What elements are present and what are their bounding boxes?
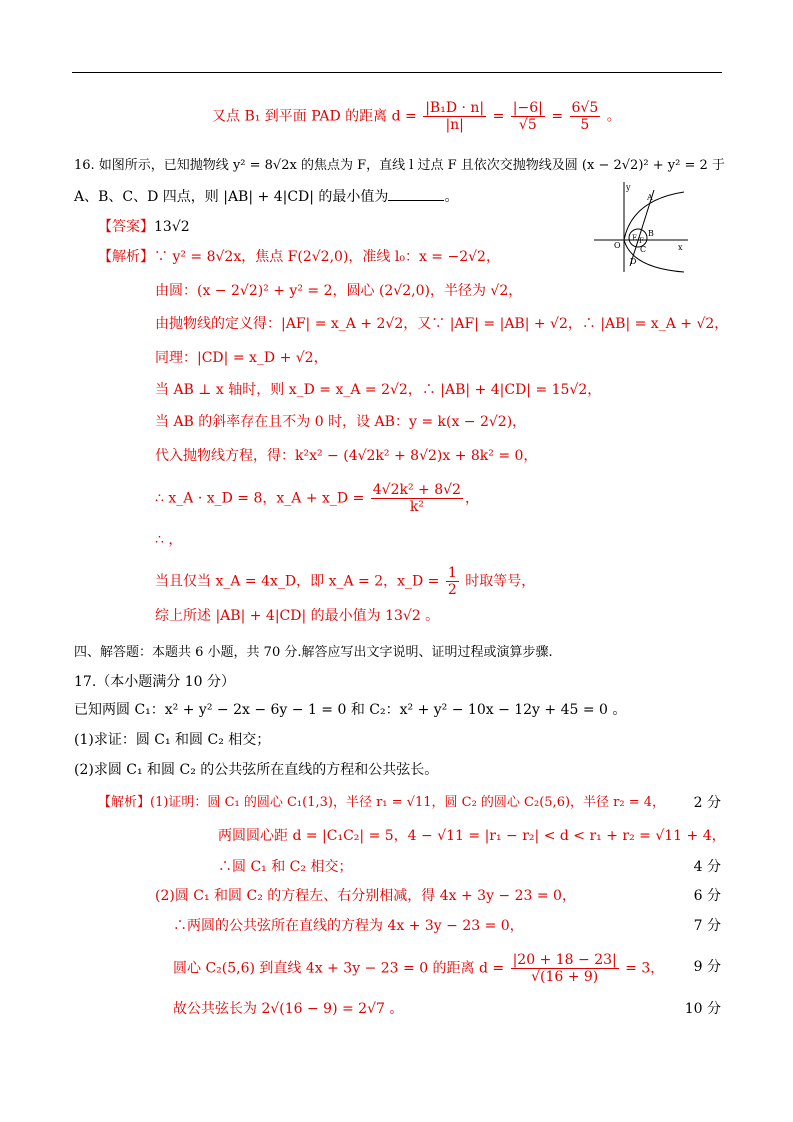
q17-solution-3: ∴圆 C₁ 和 C₂ 相交；	[218, 859, 353, 875]
solution-tag: 【解析】	[98, 249, 154, 265]
frac-sum: $\frac{\text{4√2k² + 8√2}}{\text{k²}}$	[372, 482, 461, 515]
q16-solution-11: 综上所述 |AB| + 4|CD| 的最小值为 13√2 。	[155, 608, 440, 624]
q16-solution-2: 由圆：(x − 2√2)² + y² = 2，圆心 (2√2,0)，半径为 √2，	[155, 283, 523, 299]
section-heading: 四、解答题：本题共 6 小题，共 70 分.解答应写出文字说明、证明过程或演算步骤.	[74, 645, 553, 660]
label-a: A	[647, 193, 653, 202]
label-b: B	[648, 229, 654, 238]
label-o: O	[614, 241, 621, 250]
score-5: 9 分	[693, 959, 721, 975]
score-3: 6 分	[693, 888, 721, 904]
frac-1: $\frac{\text{|B₁D · n|}}{|n|}$	[425, 100, 485, 133]
q16-line2: A、B、C、D 四点，则 |AB| + 4|CD| 的最小值为 。	[74, 186, 458, 207]
q17-solution-4: (2)圆 C₁ 和圆 C₂ 的方程左、右分别相减，得 4x + 3y − 23 = 0，	[155, 888, 576, 904]
score-4: 7 分	[693, 918, 721, 934]
frac-half: $\frac{1}{2}$	[447, 565, 457, 598]
solution-tag-17: 【解析】	[98, 795, 151, 810]
score-1: 2 分	[693, 795, 721, 811]
q17-solution-1: 【解析】(1)证明：圆 C₁ 的圆心 C₁(1,3)，半径 r₁ = √11，圆 C₂ 的圆心 C₂(5,6)，半径 r₂ = 4，	[98, 795, 666, 810]
q17-solution-6: 圆心 C₂(5,6) 到直线 4x + 3y − 23 = 0 的距离 d = $\frac{|20 + 18 - 23|}{√(16 + 9)}$ = 3，	[173, 952, 665, 985]
q17-part2: (2)求圆 C₁ 和圆 C₂ 的公共弦所在直线的方程和公共弦长。	[74, 762, 439, 778]
label-e: E	[632, 234, 638, 242]
q16-solution-1: 【解析】∵ y² = 8√2x，焦点 F(2√2,0)，准线 l₀：x = −2√2，	[98, 249, 500, 265]
parabola-circle-figure	[592, 178, 692, 274]
q16-line1: 16. 如图所示，已知抛物线 y² = 8√2x 的焦点为 F，直线 l 过点 F 且依次交抛物线及圆 (x − 2√2)² + y² = 2 于	[74, 158, 725, 173]
q16-answer	[98, 217, 190, 237]
q16-solution-6: 当 AB 的斜率存在且不为 0 时，设 AB：y = k(x − 2√2)，	[155, 414, 527, 430]
q17-title: 17.（本小题满分 10 分）	[74, 674, 235, 690]
prev-text: 又点 B₁ 到平面 PAD 的距离 d =	[212, 108, 422, 125]
q17-solution-2: 两圆圆心距 d = |C₁C₂| = 5，4 − √11 = |r₁ − r₂| < d < r₁ + r₂ = √11 + 4，	[218, 828, 726, 844]
label-d: D	[630, 257, 637, 266]
q16-solution-3: 由抛物线的定义得：|AF| = x_A + 2√2，又∵ |AF| = |AB| + √2，∴ |AB| = x_A + √2，	[155, 316, 729, 332]
q16-solution-7: 代入抛物线方程，得：k²x² − (4√2k² + 8√2)x + 8k² = 0，	[155, 448, 538, 464]
q17-solution-5: ∴两圆的公共弦所在直线的方程为 4x + 3y − 23 = 0，	[173, 918, 524, 934]
score-2: 4 分	[693, 859, 721, 875]
q17-solution-7: 故公共弦长为 2√(16 − 9) = 2√7 。	[173, 1001, 404, 1017]
q16-solution-5: 当 AB ⊥ x 轴时，则 x_D = x_A = 2√2，∴ |AB| + 4|CD| = 15√2，	[155, 382, 602, 398]
q17-part1: (1)求证：圆 C₁ 和圆 C₂ 相交；	[74, 732, 271, 748]
label-f: F	[639, 237, 644, 245]
frac-distance: $\frac{|20 + 18 - 23|}{√(16 + 9)}$	[512, 952, 617, 985]
q16-solution-9: ∴ ，	[155, 532, 183, 548]
q16-solution-4: 同理：|CD| = x_D + √2，	[155, 350, 328, 366]
q16-solution-10: 当且仅当 x_A = 4x_D，即 x_A = 2，x_D = $\frac{1}{2}$ 时取等号，	[155, 565, 536, 598]
q17-statement: 已知两圆 C₁：x² + y² − 2x − 6y − 1 = 0 和 C₂：x² + y² − 10x − 12y + 45 = 0 。	[74, 702, 627, 718]
prev-distance-line: 又点 B₁ 到平面 PAD 的距离 d = $\frac{\text{|B₁D · n|}}{|n|}$ = $\frac{|-6|}{√5}$ = $\frac{6√5}{5}$ 。	[212, 100, 621, 133]
label-y: y	[626, 183, 631, 192]
header-rule	[72, 72, 722, 73]
answer-tag: 【答案】	[98, 219, 154, 235]
frac-2: $\frac{|-6|}{√5}$	[512, 100, 543, 133]
label-c: C	[640, 245, 647, 254]
label-x: x	[678, 243, 683, 252]
answer-value: 13√2	[154, 219, 190, 235]
answer-blank	[388, 186, 444, 201]
score-6: 10 分	[684, 1001, 721, 1017]
frac-3: $\frac{6√5}{5}$	[571, 100, 599, 133]
q16-solution-8: ∴ x_A · x_D = 8，x_A + x_D = $\frac{\text{4√2k² + 8√2}}{\text{k²}}$ ，	[155, 482, 479, 515]
